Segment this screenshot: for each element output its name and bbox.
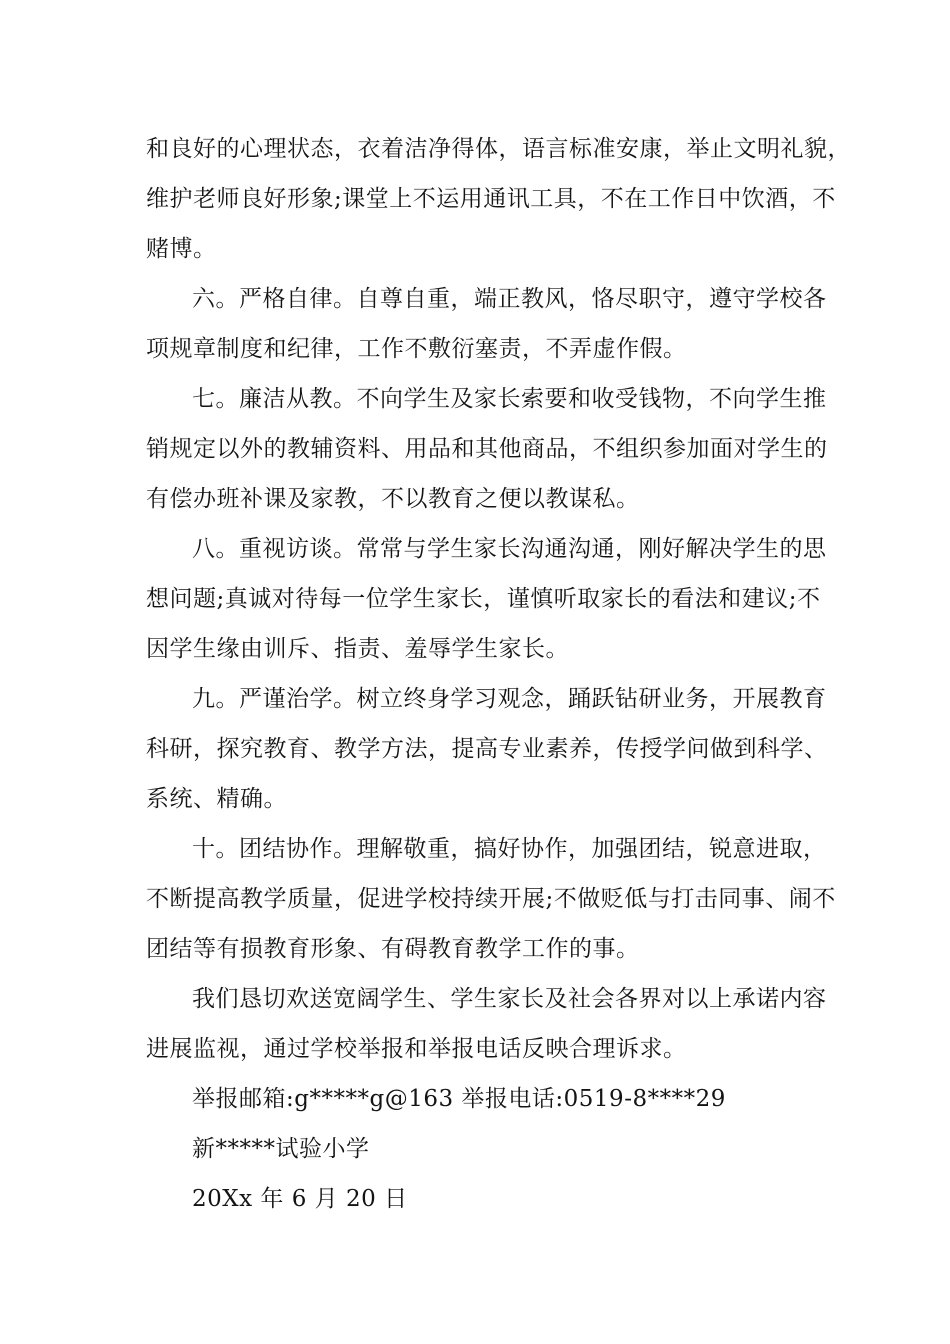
text-line: 团结等有损教育形象、有碍教育教学工作的事。 bbox=[146, 936, 640, 962]
school-name: 新*****试验小学 bbox=[192, 1136, 370, 1162]
paragraph-item-seven bbox=[146, 374, 846, 524]
text-line: 有偿办班补课及家教，不以教育之便以教谋私。 bbox=[146, 486, 640, 512]
text-line: 九。严谨治学。树立终身学习观念，踊跃钻研业务，开展教育 bbox=[192, 686, 827, 712]
paragraph-item-nine bbox=[146, 674, 846, 824]
text-line: 和良好的心理状态，衣着洁净得体，语言标准安康，举止文明礼貌， bbox=[146, 136, 851, 162]
contact-line: 举报邮箱:g*****g@163 举报电话:0519-8****29 bbox=[192, 1086, 726, 1112]
paragraph-item-ten bbox=[146, 824, 846, 974]
document-body bbox=[146, 124, 851, 1224]
text-line: 科研，探究教育、教学方法，提高专业素养，传授学问做到科学、 bbox=[146, 736, 828, 762]
text-line: 十。团结协作。理解敬重，搞好协作，加强团结，锐意进取， bbox=[192, 836, 827, 862]
paragraph-intro-continued bbox=[146, 124, 851, 274]
contact-info bbox=[146, 1074, 846, 1124]
text-line: 系统、精确。 bbox=[146, 786, 287, 812]
text-line: 因学生缘由训斥、指责、羞辱学生家长。 bbox=[146, 636, 569, 662]
paragraph-item-eight bbox=[146, 524, 846, 674]
text-line: 销规定以外的教辅资料、用品和其他商品，不组织参加面对学生的 bbox=[146, 436, 828, 462]
text-line: 八。重视访谈。常常与学生家长沟通沟通，刚好解决学生的思 bbox=[192, 536, 827, 562]
text-line: 七。廉洁从教。不向学生及家长索要和收受钱物，不向学生推 bbox=[192, 386, 827, 412]
paragraph-supervision-invitation bbox=[146, 974, 846, 1074]
text-line: 项规章制度和纪律，工作不敷衍塞责，不弄虚作假。 bbox=[146, 336, 687, 362]
text-line: 不断提高教学质量，促进学校持续开展;不做贬低与打击同事、闹不 bbox=[146, 886, 836, 912]
paragraph-item-six bbox=[146, 274, 846, 374]
signature-school bbox=[146, 1124, 846, 1174]
text-line: 想问题;真诚对待每一位学生家长，谨慎听取家长的看法和建议;不 bbox=[146, 586, 821, 612]
text-line: 维护老师良好形象;课堂上不运用通讯工具，不在工作日中饮酒，不 bbox=[146, 186, 836, 212]
document-date: 20Xx 年 6 月 20 日 bbox=[192, 1186, 408, 1212]
text-line: 我们恳切欢送宽阔学生、学生家长及社会各界对以上承诺内容 bbox=[192, 986, 827, 1012]
signature-date bbox=[146, 1174, 846, 1224]
text-line: 进展监视，通过学校举报和举报电话反映合理诉求。 bbox=[146, 1036, 687, 1062]
text-line: 六。严格自律。自尊自重，端正教风，恪尽职守，遵守学校各 bbox=[192, 286, 827, 312]
text-line: 赌博。 bbox=[146, 236, 217, 262]
